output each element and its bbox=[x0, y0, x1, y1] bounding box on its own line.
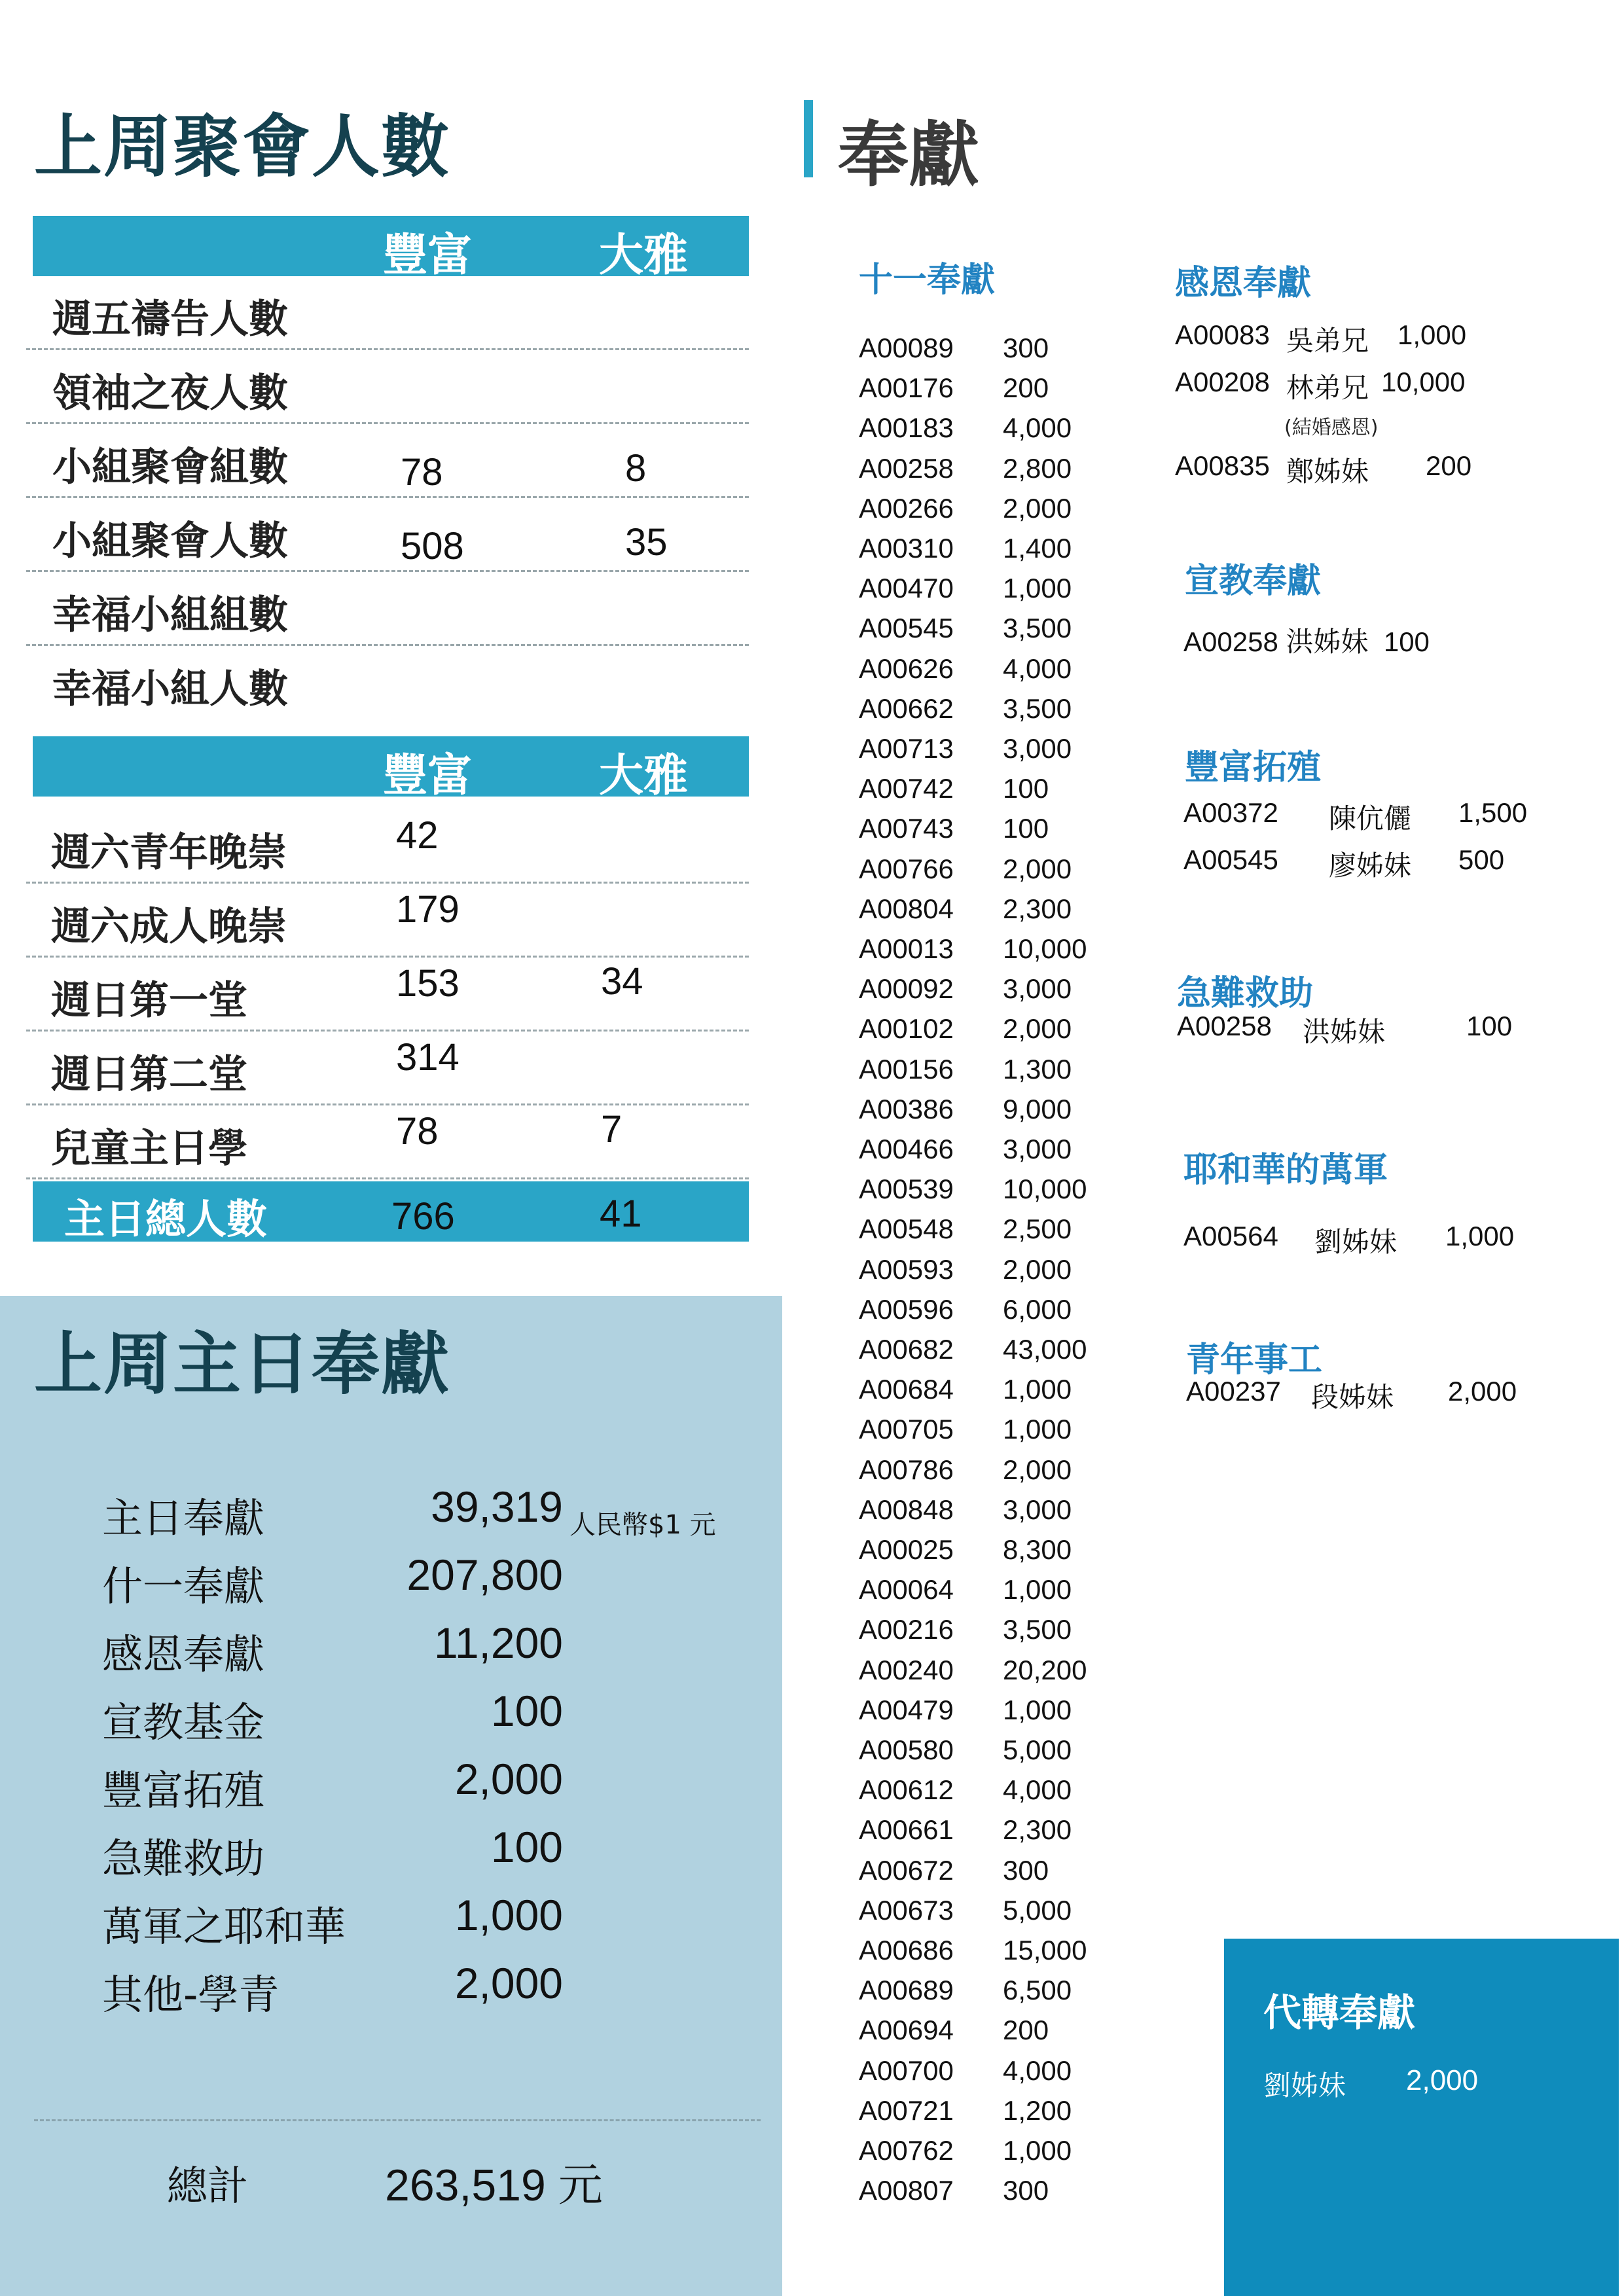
relief-title: 急難救助 bbox=[1177, 974, 1314, 1013]
tithe-id: A00682 bbox=[859, 1334, 954, 1365]
tithe-id: A00721 bbox=[859, 2094, 954, 2126]
thanks-name: 鄭姊妹 bbox=[1286, 456, 1369, 487]
plant-title: 豐富拓殖 bbox=[1185, 748, 1322, 787]
tithe-id: A00545 bbox=[859, 613, 954, 644]
offering-summary-label: 其他-學青 bbox=[102, 1971, 280, 2018]
tithe-id: A00700 bbox=[859, 2054, 954, 2086]
youth-amount: 2,000 bbox=[1448, 1376, 1517, 1407]
tithe-amount: 2,000 bbox=[1003, 1013, 1072, 1045]
thanks-name: 林弟兄 bbox=[1286, 372, 1369, 403]
tithe-id: A00766 bbox=[859, 853, 954, 884]
offering-summary-label: 豐富拓殖 bbox=[102, 1767, 265, 1814]
thanks-id: A00835 bbox=[1175, 450, 1270, 481]
tithe-amount: 2,300 bbox=[1003, 893, 1072, 924]
tithe-id: A00684 bbox=[859, 1374, 954, 1405]
mission-title: 宣教奉獻 bbox=[1185, 562, 1322, 601]
tithe-id: A00479 bbox=[859, 1694, 954, 1725]
attendance-row-label: 幸福小組組數 bbox=[52, 592, 288, 638]
column-header-fengfu-2: 豐富 bbox=[383, 750, 473, 802]
row-divider bbox=[26, 422, 749, 424]
row-divider bbox=[26, 644, 749, 646]
tithe-amount: 1,000 bbox=[1003, 2135, 1072, 2166]
sunday-offering-title: 上周主日奉獻 bbox=[34, 1324, 451, 1404]
plant-name: 陳伉儷 bbox=[1329, 803, 1412, 834]
tithe-amount: 3,000 bbox=[1003, 733, 1072, 764]
offering-summary-value: 11,200 bbox=[434, 1619, 563, 1667]
offering-summary-label: 主日奉獻 bbox=[102, 1494, 265, 1542]
tithe-amount: 2,000 bbox=[1003, 1454, 1072, 1485]
tithe-id: A00672 bbox=[859, 1854, 954, 1886]
thanks-amount: 10,000 bbox=[1381, 367, 1466, 397]
tithe-amount: 8,300 bbox=[1003, 1534, 1072, 1565]
offering-summary-value: 39,319 bbox=[431, 1482, 563, 1531]
tithe-amount: 5,000 bbox=[1003, 1734, 1072, 1765]
thanks-note: (結婚感恩) bbox=[1284, 416, 1379, 439]
tithe-id: A00466 bbox=[859, 1134, 954, 1164]
tithe-amount: 3,500 bbox=[1003, 613, 1072, 644]
thanks-title: 感恩奉獻 bbox=[1175, 264, 1312, 303]
offering-summary-value: 2,000 bbox=[454, 1959, 563, 2007]
tithe-amount: 5,000 bbox=[1003, 1894, 1072, 1926]
tithe-id: A00743 bbox=[859, 813, 954, 844]
total-fengfu: 766 bbox=[391, 1195, 455, 1238]
tithe-amount: 6,500 bbox=[1003, 1975, 1072, 2006]
relief-id: A00258 bbox=[1177, 1011, 1272, 1041]
transfer-title: 代轉奉獻 bbox=[1263, 1990, 1416, 2035]
attendance-row-label: 週六青年晚崇 bbox=[51, 830, 287, 876]
attendance-daya-value: 35 bbox=[625, 521, 668, 564]
column-header-daya-2: 大雅 bbox=[599, 750, 689, 802]
tithe-amount: 200 bbox=[1003, 372, 1049, 404]
tithe-id: A00689 bbox=[859, 1975, 954, 2006]
tithe-id: A00183 bbox=[859, 412, 954, 444]
attendance-daya-value: 34 bbox=[601, 960, 643, 1003]
tithe-amount: 300 bbox=[1003, 2175, 1049, 2206]
tithe-id: A00310 bbox=[859, 533, 954, 564]
attendance-fengfu-value: 153 bbox=[396, 962, 460, 1005]
relief-amount: 100 bbox=[1466, 1011, 1513, 1041]
attendance-row-label: 兒童主日學 bbox=[51, 1126, 247, 1172]
row-divider bbox=[26, 1177, 749, 1179]
tithe-amount: 2,000 bbox=[1003, 1253, 1072, 1285]
tithe-id: A00176 bbox=[859, 372, 954, 404]
tithe-amount: 4,000 bbox=[1003, 412, 1072, 444]
offering-summary-label: 感恩奉獻 bbox=[102, 1630, 265, 1678]
mission-entry bbox=[1183, 620, 1430, 660]
attendance-fengfu-value: 78 bbox=[396, 1110, 439, 1153]
youth-name: 段姊妹 bbox=[1311, 1382, 1394, 1412]
offering-summary-label: 什一奉獻 bbox=[102, 1562, 265, 1610]
tithe-amount: 3,000 bbox=[1003, 1134, 1072, 1164]
attendance-row-label: 週五禱告人數 bbox=[52, 296, 288, 342]
attendance-header-bar bbox=[33, 216, 749, 281]
plant-name: 廖姊妹 bbox=[1329, 850, 1412, 881]
tithe-amount: 3,000 bbox=[1003, 1494, 1072, 1525]
transfer-box bbox=[1224, 1939, 1619, 2296]
attendance-row-label: 領袖之夜人數 bbox=[52, 370, 288, 416]
tithe-amount: 2,000 bbox=[1003, 853, 1072, 884]
thanks-amount: 200 bbox=[1426, 450, 1472, 481]
tithe-amount: 100 bbox=[1003, 773, 1049, 804]
row-divider bbox=[26, 882, 749, 884]
row-divider bbox=[26, 348, 749, 350]
row-divider bbox=[26, 1103, 749, 1105]
tithe-amount: 2,800 bbox=[1003, 452, 1072, 484]
tithe-amount: 100 bbox=[1003, 813, 1049, 844]
offering-summary-label: 萬軍之耶和華 bbox=[102, 1903, 346, 1950]
tithe-amount: 1,300 bbox=[1003, 1053, 1072, 1085]
tithe-id: A00240 bbox=[859, 1654, 954, 1685]
tithe-amount: 1,000 bbox=[1003, 1574, 1072, 1605]
tithe-amount: 1,200 bbox=[1003, 2094, 1072, 2126]
offering-summary-value: 100 bbox=[490, 1687, 563, 1735]
tithe-id: A00386 bbox=[859, 1093, 954, 1124]
tithe-amount: 4,000 bbox=[1003, 653, 1072, 684]
tithe-id: A00804 bbox=[859, 893, 954, 924]
attendance-row-label: 幸福小組人數 bbox=[52, 666, 288, 712]
tithe-id: A00025 bbox=[859, 1534, 954, 1565]
tithe-amount: 20,200 bbox=[1003, 1654, 1087, 1685]
transfer-name: 劉姊妹 bbox=[1263, 2070, 1346, 2102]
total-daya: 41 bbox=[600, 1193, 642, 1235]
offering-summary-value: 207,800 bbox=[406, 1551, 563, 1599]
tithe-id: A00089 bbox=[859, 332, 954, 363]
tithe-amount: 4,000 bbox=[1003, 1774, 1072, 1806]
tithe-amount: 3,500 bbox=[1003, 1614, 1072, 1645]
column-header-daya: 大雅 bbox=[599, 230, 689, 281]
tithe-amount: 3,500 bbox=[1003, 692, 1072, 724]
attendance-fengfu-value: 314 bbox=[396, 1036, 460, 1079]
attendance-title: 上周聚會人數 bbox=[34, 107, 451, 187]
tithe-id: A00102 bbox=[859, 1013, 954, 1045]
tithe-id: A00807 bbox=[859, 2175, 954, 2206]
tithe-id: A00470 bbox=[859, 573, 954, 604]
tithe-id: A00092 bbox=[859, 973, 954, 1005]
total-divider bbox=[34, 2119, 761, 2121]
tithe-amount: 200 bbox=[1003, 2015, 1049, 2046]
tithe-id: A00662 bbox=[859, 692, 954, 724]
row-divider bbox=[26, 570, 749, 572]
mission-amount: 100 bbox=[1383, 626, 1430, 657]
mission-id: A00258 bbox=[1183, 626, 1278, 657]
tithe-amount: 3,000 bbox=[1003, 973, 1072, 1005]
tithe-amount: 300 bbox=[1003, 332, 1049, 363]
hosts-title: 耶和華的萬軍 bbox=[1183, 1151, 1388, 1190]
tithe-id: A00064 bbox=[859, 1574, 954, 1605]
tithe-id: A00266 bbox=[859, 492, 954, 524]
tithe-id: A00593 bbox=[859, 1253, 954, 1285]
tithe-amount: 43,000 bbox=[1003, 1334, 1087, 1365]
row-divider bbox=[26, 1030, 749, 1031]
tithe-id: A00216 bbox=[859, 1614, 954, 1645]
attendance-daya-value: 8 bbox=[625, 447, 647, 490]
tithe-id: A00156 bbox=[859, 1053, 954, 1085]
attendance-fengfu-value: 508 bbox=[401, 525, 464, 567]
column-header-fengfu: 豐富 bbox=[383, 230, 473, 281]
sunday-offering-panel bbox=[0, 1296, 782, 2296]
mission-name: 洪姊妹 bbox=[1286, 626, 1369, 657]
row-divider bbox=[26, 956, 749, 958]
relief-name: 洪姊妹 bbox=[1303, 1016, 1386, 1047]
currency-note: 人民幣$1 元 bbox=[569, 1510, 716, 1540]
offering-summary-value: 100 bbox=[490, 1823, 563, 1871]
tithe-amount: 1,000 bbox=[1003, 1694, 1072, 1725]
attendance-total-bar bbox=[33, 1181, 749, 1242]
tithe-title: 十一奉獻 bbox=[859, 260, 996, 300]
tithe-id: A00548 bbox=[859, 1213, 954, 1245]
plant-amount: 1,500 bbox=[1458, 797, 1528, 828]
offering-summary-label: 宣教基金 bbox=[102, 1698, 265, 1746]
tithe-amount: 1,000 bbox=[1003, 573, 1072, 604]
attendance-fengfu-value: 78 bbox=[401, 451, 443, 493]
hosts-name: 劉姊妹 bbox=[1314, 1227, 1398, 1257]
offering-summary-label: 急難救助 bbox=[102, 1835, 265, 1882]
thanks-amount: 1,000 bbox=[1398, 319, 1467, 350]
tithe-amount: 4,000 bbox=[1003, 2054, 1072, 2086]
tithe-amount: 15,000 bbox=[1003, 1935, 1087, 1965]
attendance-daya-value: 7 bbox=[601, 1108, 623, 1151]
tithe-amount: 1,000 bbox=[1003, 1374, 1072, 1405]
attendance-row-label: 小組聚會組數 bbox=[52, 444, 288, 490]
grand-total-label: 總計 bbox=[167, 2162, 249, 2210]
tithe-id: A00713 bbox=[859, 733, 954, 764]
plant-amount: 500 bbox=[1458, 844, 1505, 875]
plant-id: A00372 bbox=[1183, 797, 1278, 828]
youth-title: 青年事工 bbox=[1186, 1340, 1323, 1380]
offering-summary-value: 1,000 bbox=[454, 1891, 563, 1939]
youth-id: A00237 bbox=[1186, 1376, 1281, 1407]
row-divider bbox=[26, 496, 749, 498]
tithe-amount: 2,300 bbox=[1003, 1814, 1072, 1846]
total-label: 主日總人數 bbox=[64, 1195, 268, 1243]
attendance-header-bar-2 bbox=[33, 736, 749, 802]
tithe-id: A00596 bbox=[859, 1293, 954, 1325]
tithe-amount: 1,400 bbox=[1003, 533, 1072, 564]
tithe-id: A00742 bbox=[859, 773, 954, 804]
grand-total-value: 263,519 元 bbox=[385, 2161, 603, 2210]
tithe-amount: 2,000 bbox=[1003, 492, 1072, 524]
attendance-row-label: 週六成人晚崇 bbox=[51, 904, 287, 950]
transfer-amount: 2,000 bbox=[1406, 2064, 1479, 2096]
tithe-id: A00626 bbox=[859, 653, 954, 684]
tithe-id: A00258 bbox=[859, 452, 954, 484]
attendance-fengfu-value: 42 bbox=[396, 814, 439, 857]
hosts-id: A00564 bbox=[1183, 1221, 1278, 1251]
tithe-amount: 1,000 bbox=[1003, 1414, 1072, 1445]
offering-summary-value: 2,000 bbox=[454, 1755, 563, 1803]
tithe-amount: 2,500 bbox=[1003, 1213, 1072, 1245]
tithe-amount: 9,000 bbox=[1003, 1093, 1072, 1124]
tithe-id: A00762 bbox=[859, 2135, 954, 2166]
offering-title-accent bbox=[804, 100, 813, 177]
tithe-id: A00705 bbox=[859, 1414, 954, 1445]
tithe-id: A00694 bbox=[859, 2015, 954, 2046]
tithe-id: A00580 bbox=[859, 1734, 954, 1765]
tithe-id: A00539 bbox=[859, 1174, 954, 1205]
tithe-amount: 10,000 bbox=[1003, 933, 1087, 964]
offering-title: 奉獻 bbox=[838, 115, 980, 196]
attendance-row-label: 週日第二堂 bbox=[51, 1052, 247, 1098]
hosts-amount: 1,000 bbox=[1445, 1221, 1515, 1251]
tithe-id: A00661 bbox=[859, 1814, 954, 1846]
tithe-id: A00848 bbox=[859, 1494, 954, 1525]
tithe-amount: 300 bbox=[1003, 1854, 1049, 1886]
attendance-fengfu-value: 179 bbox=[396, 888, 460, 931]
thanks-id: A00208 bbox=[1175, 367, 1270, 397]
tithe-id: A00612 bbox=[859, 1774, 954, 1806]
tithe-id: A00686 bbox=[859, 1935, 954, 1965]
tithe-id: A00013 bbox=[859, 933, 954, 964]
plant-id: A00545 bbox=[1183, 844, 1278, 875]
attendance-row-label: 週日第一堂 bbox=[51, 978, 247, 1024]
tithe-id: A00786 bbox=[859, 1454, 954, 1485]
thanks-name: 吳弟兄 bbox=[1286, 325, 1369, 356]
thanks-id: A00083 bbox=[1175, 319, 1270, 350]
tithe-amount: 6,000 bbox=[1003, 1293, 1072, 1325]
attendance-row-label: 小組聚會人數 bbox=[52, 518, 288, 564]
tithe-id: A00673 bbox=[859, 1894, 954, 1926]
tithe-amount: 10,000 bbox=[1003, 1174, 1087, 1205]
